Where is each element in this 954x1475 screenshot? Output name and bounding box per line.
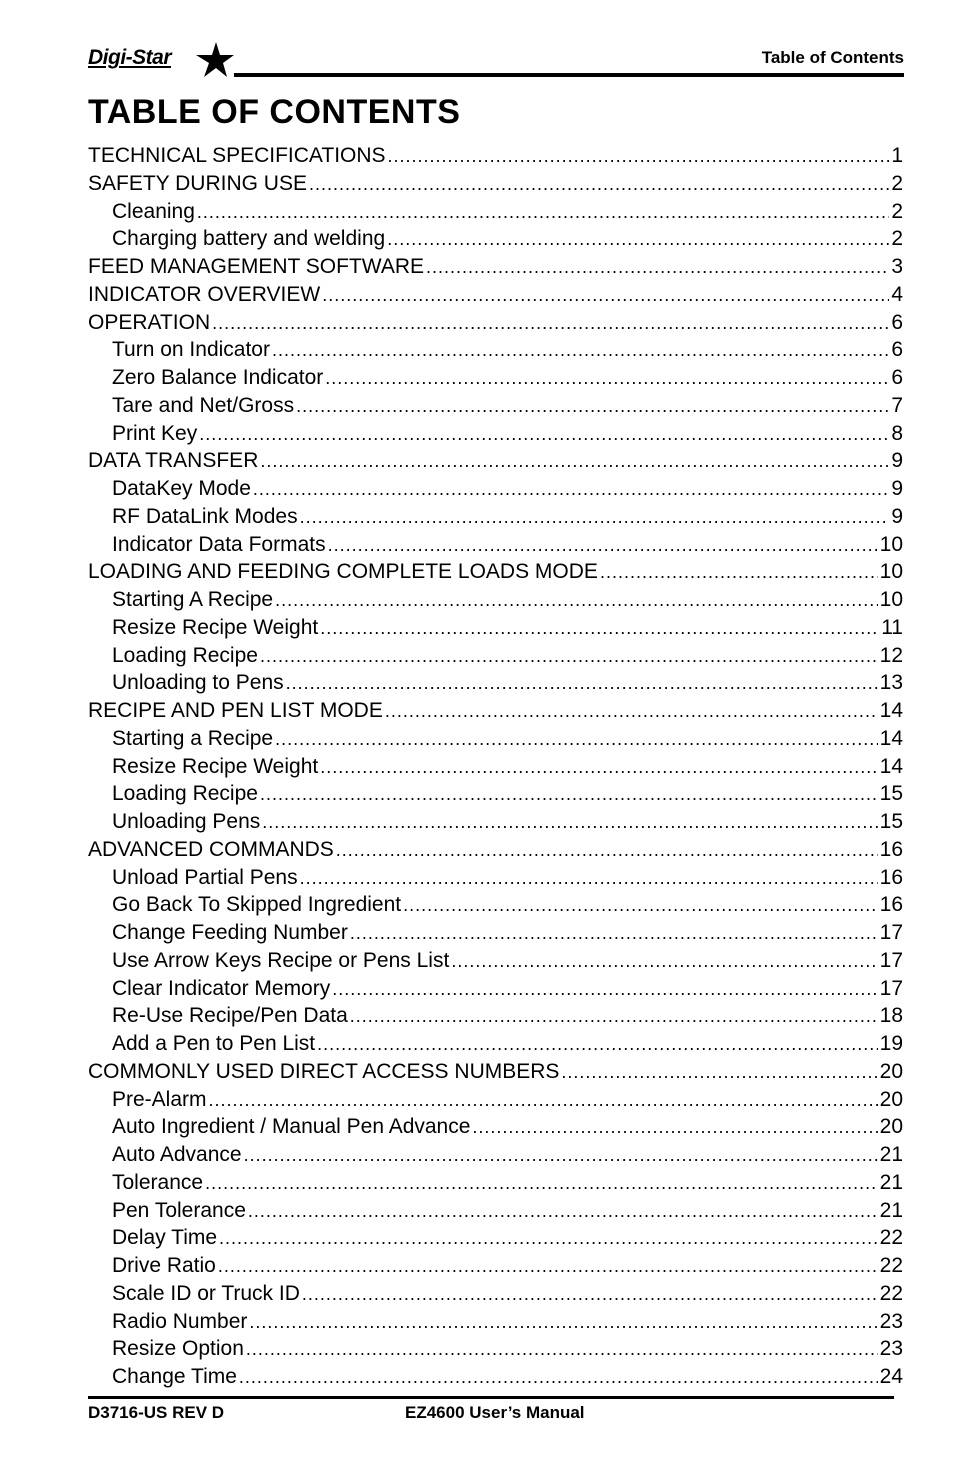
toc-entry-label: DATA TRANSFER (88, 449, 259, 473)
toc-entry-page: 22 (879, 1254, 903, 1277)
star-icon (194, 42, 234, 78)
toc-entry-label: Indicator Data Formats (112, 532, 326, 556)
toc-entry-page: 22 (879, 1226, 903, 1250)
page-header (88, 40, 904, 82)
toc-dot-leader (332, 976, 877, 1004)
toc-entry-page: 23 (879, 1337, 903, 1361)
toc-dot-leader (296, 393, 889, 421)
toc-dot-leader (253, 476, 889, 504)
toc-dot-leader (262, 809, 877, 837)
toc-dot-leader (600, 559, 878, 587)
toc-entry-label: LOADING AND FEEDING COMPLETE LOADS MODE (88, 560, 598, 584)
toc-entry-page: 17 (879, 948, 903, 972)
toc-entry[interactable] (88, 1058, 903, 1086)
toc-entry[interactable] (88, 253, 903, 281)
toc-entry-page: 14 (879, 754, 903, 778)
toc-entry[interactable] (88, 170, 903, 198)
toc-entry-label: Change Feeding Number (112, 921, 348, 944)
toc-entry-page: 20 (879, 1059, 903, 1083)
toc-dot-leader (239, 1364, 878, 1392)
toc-entry-page: 12 (879, 643, 903, 667)
toc-entry[interactable] (88, 503, 903, 531)
toc-entry[interactable] (88, 1113, 903, 1141)
toc-dot-leader (388, 143, 890, 171)
toc-entry[interactable] (88, 531, 903, 559)
toc-entry[interactable] (88, 392, 903, 420)
toc-entry-page: 16 (879, 893, 903, 917)
toc-entry-page: 4 (891, 282, 903, 306)
toc-entry[interactable] (88, 947, 903, 975)
toc-entry[interactable] (88, 420, 903, 448)
toc-entry-label: Auto Advance (112, 1143, 242, 1166)
toc-entry-page: 11 (881, 615, 903, 639)
toc-entry[interactable] (88, 1030, 903, 1058)
toc-entry-label: Zero Balance Indicator (112, 366, 324, 389)
toc-entry-label: Use Arrow Keys Recipe or Pens List (112, 948, 450, 972)
toc-entry-label: Pen Tolerance (112, 1198, 246, 1222)
toc-dot-leader (561, 1059, 877, 1087)
toc-entry[interactable] (88, 725, 903, 753)
toc-dot-leader (336, 837, 878, 865)
table-of-contents (88, 142, 903, 1391)
toc-dot-leader (275, 726, 878, 754)
toc-entry[interactable] (88, 642, 903, 670)
toc-dot-leader (260, 643, 878, 671)
toc-entry-label: DataKey Mode (112, 477, 251, 500)
toc-entry[interactable] (88, 1002, 903, 1030)
toc-entry[interactable] (88, 364, 903, 392)
toc-entry-page: 15 (879, 782, 903, 806)
toc-dot-leader (209, 1087, 878, 1115)
toc-entry-page: 1 (891, 144, 903, 167)
toc-dot-leader (320, 754, 877, 782)
toc-dot-leader (302, 1281, 878, 1309)
toc-dot-leader (309, 171, 889, 199)
toc-entry-label: Go Back To Skipped Ingredient (112, 893, 402, 917)
toc-dot-leader (218, 1253, 878, 1281)
toc-entry-label: Loading Recipe (112, 782, 258, 806)
toc-entry-label: Resize Recipe Weight (112, 754, 319, 778)
toc-entry-page: 23 (879, 1309, 903, 1333)
toc-entry-page: 9 (891, 477, 903, 500)
toc-entry[interactable] (88, 1252, 903, 1280)
toc-entry-page: 22 (879, 1281, 903, 1305)
toc-entry[interactable] (88, 558, 903, 586)
toc-entry-label: Change Time (112, 1365, 237, 1388)
toc-entry-page: 8 (891, 421, 903, 445)
toc-entry[interactable] (88, 1308, 903, 1336)
toc-entry-label: COMMONLY USED DIRECT ACCESS NUMBERS (88, 1059, 560, 1083)
toc-entry[interactable] (88, 975, 903, 1003)
toc-entry-label: Scale ID or Truck ID (112, 1281, 300, 1305)
toc-entry-page: 7 (891, 393, 903, 417)
toc-entry[interactable] (88, 891, 903, 919)
toc-entry[interactable] (88, 586, 903, 614)
toc-dot-leader (286, 670, 878, 698)
toc-entry-label: Unloading to Pens (112, 671, 284, 695)
toc-entry[interactable] (88, 1169, 903, 1197)
toc-entry-label: Drive Ratio (112, 1254, 216, 1277)
toc-entry-page: 15 (879, 810, 903, 833)
toc-dot-leader (328, 532, 878, 560)
toc-entry[interactable] (88, 475, 903, 503)
toc-entry-page: 6 (891, 366, 903, 389)
toc-entry-page: 21 (879, 1170, 903, 1194)
toc-entry[interactable] (88, 1086, 903, 1114)
footer-manual-title: EZ4600 User’s Manual (405, 1403, 585, 1422)
toc-dot-leader (199, 421, 889, 449)
toc-entry-label: Delay Time (112, 1226, 218, 1250)
toc-entry[interactable] (88, 1363, 903, 1391)
toc-dot-leader (246, 1336, 878, 1364)
toc-entry-label: Re-Use Recipe/Pen Data (112, 1004, 348, 1028)
toc-dot-leader (249, 1309, 877, 1337)
toc-entry[interactable] (88, 1280, 903, 1308)
toc-dot-leader (205, 1170, 878, 1198)
footer-doc-number: D3716-US REV D (88, 1403, 225, 1422)
toc-entry-page: 10 (879, 532, 903, 556)
toc-entry-page: 13 (879, 671, 903, 695)
toc-dot-leader (212, 310, 889, 338)
toc-entry-page: 16 (879, 837, 903, 861)
toc-entry[interactable] (88, 1335, 903, 1363)
toc-dot-leader (244, 1142, 878, 1170)
toc-entry[interactable] (88, 614, 903, 642)
toc-entry[interactable] (88, 753, 903, 781)
toc-entry-page: 14 (879, 726, 903, 750)
toc-entry-page: 6 (891, 338, 903, 362)
toc-dot-leader (197, 199, 889, 227)
toc-entry-label: Cleaning (112, 199, 195, 223)
toc-dot-leader (403, 892, 878, 920)
toc-entry-page: 10 (879, 588, 903, 611)
toc-entry-page: 24 (879, 1365, 903, 1388)
toc-entry-page: 17 (879, 976, 903, 1000)
toc-entry[interactable] (88, 281, 903, 309)
toc-entry-page: 2 (891, 227, 903, 251)
header-rule (234, 73, 904, 77)
footer-rule (88, 1396, 894, 1399)
toc-entry[interactable] (88, 225, 903, 253)
toc-dot-leader (260, 781, 878, 809)
toc-entry-label: INDICATOR OVERVIEW (88, 282, 321, 306)
toc-entry[interactable] (88, 336, 903, 364)
toc-entry-label: Resize Option (112, 1337, 244, 1361)
toc-entry[interactable] (88, 447, 903, 475)
toc-entry-label: Unload Partial Pens (112, 865, 298, 889)
toc-dot-leader (248, 1198, 878, 1226)
toc-entry[interactable] (88, 864, 903, 892)
toc-entry-page: 21 (879, 1198, 903, 1222)
toc-entry-label: Charging battery and welding (112, 227, 386, 251)
toc-entry-label: Unloading Pens (112, 810, 261, 833)
toc-entry-label: Add a Pen to Pen List (112, 1032, 316, 1055)
toc-entry-label: Auto Ingredient / Manual Pen Advance (112, 1115, 471, 1139)
toc-entry[interactable] (88, 142, 903, 170)
toc-entry[interactable] (88, 808, 903, 836)
toc-entry-page: 19 (879, 1032, 903, 1055)
toc-entry-page: 2 (891, 171, 903, 195)
toc-entry-page: 20 (879, 1115, 903, 1139)
toc-entry-label: Tolerance (112, 1170, 204, 1194)
toc-entry[interactable] (88, 669, 903, 697)
toc-entry-page: 16 (879, 865, 903, 889)
toc-entry[interactable] (88, 309, 903, 337)
toc-dot-leader (451, 948, 877, 976)
toc-entry-page: 9 (891, 449, 903, 473)
toc-entry[interactable] (88, 836, 903, 864)
toc-dot-leader (426, 254, 889, 282)
toc-dot-leader (322, 282, 889, 310)
toc-entry-page: 3 (891, 255, 903, 278)
toc-entry-label: Turn on Indicator (112, 338, 270, 362)
toc-entry-label: Loading Recipe (112, 643, 258, 667)
toc-entry-label: Pre-Alarm (112, 1087, 207, 1111)
brand-logo: Digi-Star (88, 46, 172, 69)
header-section-title: Table of Contents (761, 48, 904, 67)
toc-entry-label: FEED MANAGEMENT SOFTWARE (88, 255, 425, 278)
toc-dot-leader (320, 615, 879, 643)
toc-entry-label: RF DataLink Modes (112, 504, 298, 528)
toc-dot-leader (350, 1003, 878, 1031)
toc-entry-label: Resize Recipe Weight (112, 615, 319, 639)
toc-dot-leader (300, 504, 890, 532)
toc-entry-label: Tare and Net/Gross (112, 393, 295, 417)
toc-entry-page: 17 (879, 921, 903, 944)
toc-entry-page: 10 (879, 560, 903, 584)
toc-entry-label: OPERATION (88, 310, 211, 334)
toc-dot-leader (387, 226, 889, 254)
toc-entry-label: RECIPE AND PEN LIST MODE (88, 699, 383, 722)
toc-entry-label: Radio Number (112, 1309, 248, 1333)
toc-dot-leader (272, 337, 889, 365)
toc-entry-page: 21 (879, 1143, 903, 1166)
toc-entry-label: Starting a Recipe (112, 726, 274, 750)
page-title: TABLE OF CONTENTS (88, 93, 461, 131)
toc-dot-leader (325, 365, 889, 393)
toc-dot-leader (472, 1114, 877, 1142)
toc-entry-page: 18 (879, 1004, 903, 1028)
toc-dot-leader (317, 1031, 878, 1059)
toc-entry-label: ADVANCED COMMANDS (88, 837, 334, 861)
toc-dot-leader (260, 448, 889, 476)
toc-entry[interactable] (88, 1224, 903, 1252)
toc-entry[interactable] (88, 919, 903, 947)
toc-entry[interactable] (88, 1197, 903, 1225)
toc-dot-leader (385, 698, 878, 726)
toc-dot-leader (300, 865, 878, 893)
toc-entry-label: TECHNICAL SPECIFICATIONS (88, 144, 386, 167)
toc-entry-page: 9 (891, 504, 903, 528)
toc-entry-label: Starting A Recipe (112, 588, 274, 611)
toc-dot-leader (219, 1225, 878, 1253)
toc-entry-page: 14 (879, 699, 903, 722)
toc-entry[interactable] (88, 1141, 903, 1169)
toc-entry-page: 6 (891, 310, 903, 334)
toc-entry[interactable] (88, 697, 903, 725)
toc-entry[interactable] (88, 780, 903, 808)
toc-entry-label: Print Key (112, 421, 198, 445)
toc-entry[interactable] (88, 198, 903, 226)
toc-entry-page: 20 (879, 1087, 903, 1111)
toc-entry-label: Clear Indicator Memory (112, 976, 331, 1000)
toc-dot-leader (275, 587, 878, 615)
toc-entry-page: 2 (891, 199, 903, 223)
toc-entry-label: SAFETY DURING USE (88, 171, 307, 195)
toc-dot-leader (350, 920, 878, 948)
